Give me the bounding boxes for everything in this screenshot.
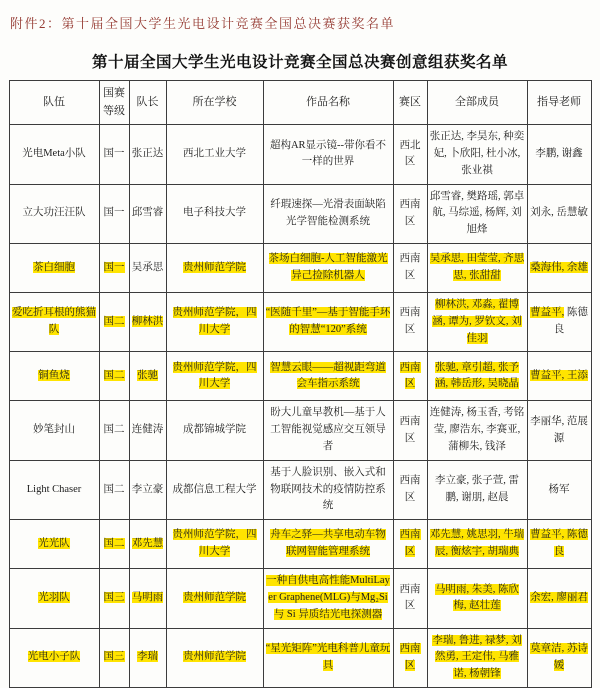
cell-captain [129,401,166,460]
awards-table-body [9,125,591,688]
cell-advisors [527,460,591,519]
cell-text: 基于人脸识别、嵌入式和物联网技术的疫情防控系统 [270,466,386,512]
highlighted-text: 贵州师范学院，四川大学 [172,529,257,558]
cell-advisors [527,628,591,687]
highlighted-text: 马明雨, 朱美, 陈欣梅, 赵壮莲 [435,583,519,612]
cell-national_level [99,352,129,401]
highlighted-text: 曹益平, [530,307,565,319]
column-header-national_level: 国赛等级 [99,81,129,125]
cell-text: 邱雪睿, 樊路瑶, 郭卓航, 马综遥, 杨辉, 刘旭烽 [429,190,525,236]
table-row [9,352,591,401]
cell-school [166,184,263,243]
highlighted-text: 茶场白细胞-人工智能激光异己捡除机器人 [268,253,388,281]
highlighted-text: 西南区 [399,529,421,558]
cell-text: 李立豪 [131,483,164,495]
cell-team [9,243,99,292]
cell-advisors [527,125,591,184]
cell-advisors [527,352,591,401]
cell-school [166,125,263,184]
cell-text: 纤瑕速探—光滑表面缺陷光学智能检测系统 [270,198,386,227]
table-row [9,184,591,243]
cell-text: 立大功汪汪队 [22,207,86,219]
cell-captain [129,628,166,687]
cell-team [9,569,99,628]
cell-work_title [263,125,393,184]
highlighted-text: 国二 [103,315,125,327]
cell-text: 盼大儿童早教机—基于人工智能视觉感应交互领导者 [270,407,386,452]
cell-work_title [263,628,393,687]
cell-text: 国二 [103,424,125,436]
highlighted-text: 莫章洁, 苏诗媛 [530,642,588,671]
cell-region [393,352,427,401]
cell-region [393,460,427,519]
cell-text: Light Chaser [26,483,82,495]
awards-table [9,80,592,688]
highlighted-text: 舟车之驿—共享电动车物联网智能管理系统 [270,529,386,558]
cell-members [427,520,527,569]
highlighted-text: 邓先慧 [131,537,164,549]
cell-text: 电子科技大学 [183,207,246,219]
highlighted-text: 李瑞 [137,651,158,663]
cell-region [393,125,427,184]
cell-work_title [263,569,393,628]
cell-members [427,125,527,184]
cell-work_title [263,243,393,292]
cell-national_level [99,628,129,687]
cell-national_level [99,460,129,519]
column-header-school: 所在学校 [166,81,263,125]
cell-members [427,352,527,401]
cell-members [427,243,527,292]
cell-members [427,184,527,243]
highlighted-text: 光光队 [38,537,70,549]
cell-region [393,184,427,243]
cell-school [166,628,263,687]
cell-text: 李丽华, 范展源 [530,415,588,444]
cell-members [427,569,527,628]
cell-work_title [263,460,393,519]
highlighted-text: 贵州师范学院，四川大学 [172,307,257,336]
cell-team [9,352,99,401]
highlighted-text: 张驰, 章引超, 张予涵, 韩岳形, 吴晓晶 [435,361,519,390]
table-title: 第十届全国大学生光电设计竞赛全国总决赛创意组获奖名单 [91,54,508,71]
cell-national_level [99,569,129,628]
highlighted-text: 曹益平, 陈德良 [530,529,588,558]
cell-text: 张正达, 李昊东, 种奕妃, 卜欣阳, 杜小冰, 张业祺 [429,131,525,176]
cell-text: 西南区 [399,307,421,336]
cell-team [9,520,99,569]
cell-advisors [527,292,591,351]
cell-captain [129,243,166,292]
highlighted-text: 国三 [103,591,125,603]
highlighted-text: 余宏, 廖丽君 [530,591,588,603]
cell-text: 西南区 [399,253,421,281]
cell-text: 西南区 [399,415,421,444]
table-row [9,628,591,687]
cell-text: 李立豪, 张子萱, 雷鹏, 谢朋, 赵晨 [435,475,519,503]
highlighted-text: 贵州师范学院，四川大学 [172,361,257,390]
cell-advisors [527,184,591,243]
cell-national_level [99,520,129,569]
cell-text: 西南区 [399,198,421,227]
cell-region [393,628,427,687]
cell-advisors [527,520,591,569]
cell-text: 张正达 [131,147,164,159]
table-row [9,292,591,351]
highlighted-text: 曹益平, 王添 [530,369,588,381]
highlighted-text: 贵州师范学院 [183,261,246,273]
cell-team [9,460,99,519]
table-row [9,401,591,460]
cell-school [166,520,263,569]
cell-members [427,292,527,351]
cell-school [166,401,263,460]
highlighted-text: 茶白细胞 [33,261,75,273]
cell-region [393,292,427,351]
cell-national_level [99,401,129,460]
column-header-region: 赛区 [393,81,427,125]
highlighted-text: 西南区 [399,642,421,671]
cell-work_title [263,352,393,401]
cell-text: 连健涛 [131,424,164,436]
cell-school [166,352,263,401]
highlighted-text: 西南区 [399,361,421,390]
cell-work_title [263,292,393,351]
cell-region [393,569,427,628]
cell-region [393,243,427,292]
table-row [9,520,591,569]
cell-team [9,292,99,351]
cell-text: 邱雪睿 [131,207,164,219]
highlighted-text: 贵州师范学院 [183,651,246,663]
cell-text: 光电Meta小队 [22,147,86,159]
cell-work_title [263,401,393,460]
cell-school [166,569,263,628]
cell-advisors [527,243,591,292]
cell-team [9,184,99,243]
highlighted-text: 智慧云眼——超视距弯道会车指示系统 [270,361,386,390]
cell-text: 国一 [103,207,125,219]
cell-work_title [263,184,393,243]
header-row [9,81,591,125]
cell-text: 国二 [103,483,125,495]
column-header-advisors: 指导老师 [527,81,591,125]
cell-text: 吴承思 [131,261,164,273]
cell-text: 超构AR显示镜--带你看不一样的世界 [269,139,387,168]
column-header-work_title: 作品名称 [263,81,393,125]
cell-members [427,628,527,687]
cell-team [9,125,99,184]
highlighted-text: 李瑞, 鲁进, 禄梦, 刘然勇, 王定伟, 马雅诺, 杨朝锋 [432,634,522,680]
table-row [9,243,591,292]
column-header-captain: 队长 [129,81,166,125]
highlighted-text: 柳林洪, 邓淼, 翟博涵, 谭为, 罗钦文, 刘佳羽 [432,298,522,344]
cell-text: 妙笔封山 [33,424,75,436]
cell-captain [129,292,166,351]
cell-captain [129,460,166,519]
cell-school [166,243,263,292]
cell-text: 成都锦城学院 [183,424,246,436]
highlighted-text: 爱吃折耳根的熊猫队 [12,307,96,336]
cell-text: 连健涛, 杨玉香, 考铭莹, 廖浩东, 李赛亚, 蒲柳朱, 钱泽 [429,407,525,452]
cell-captain [129,520,166,569]
highlighted-text: 铜鱼烧 [38,369,70,381]
highlighted-text: “医随千里”—基于智能手环的智慧“120”系统 [265,307,391,336]
highlighted-text: 邓先慧, 姚思羽, 牛瑞辰, 衡炫宇, 胡瑞典 [429,529,525,558]
cell-captain [129,184,166,243]
highlighted-text: 贵州师范学院 [183,591,246,603]
highlighted-text: 光羽队 [38,591,70,603]
cell-region [393,401,427,460]
cell-national_level [99,292,129,351]
cell-members [427,460,527,519]
cell-text: 李鹏, 谢鑫 [535,147,583,159]
highlighted-text: 吴承思, 田莹莹, 齐思思, 张甜甜 [429,253,525,281]
cell-captain [129,125,166,184]
cell-text: 国一 [103,147,125,159]
cell-text: 西南区 [399,583,421,612]
cell-text: 西北区 [399,139,421,168]
cell-national_level [99,184,129,243]
cell-advisors [527,401,591,460]
highlighted-text: 国二 [103,537,125,549]
highlighted-text: 光电小子队 [27,651,81,663]
attachment-title: 附件2：第十届全国大学生光电设计竞赛全国总决赛获奖名单 [10,16,396,31]
cell-advisors [527,569,591,628]
cell-team [9,401,99,460]
cell-school [166,460,263,519]
highlighted-text: 张驰 [137,369,158,381]
cell-members [427,401,527,460]
table-row [9,125,591,184]
cell-team [9,628,99,687]
table-row [9,460,591,519]
table-row [9,569,591,628]
cell-national_level [99,125,129,184]
cell-text: 西北工业大学 [183,147,246,159]
cell-captain [129,569,166,628]
highlighted-text: 国三 [103,651,125,663]
highlighted-text: 马明雨 [131,591,164,603]
highlighted-text: 柳林洪 [131,315,164,327]
cell-text: 成都信息工程大学 [172,483,257,495]
highlighted-text: 国一 [103,261,125,273]
column-header-members: 全部成员 [427,81,527,125]
highlighted-text: 桑海伟, 余雄 [530,261,588,273]
cell-text: 陈德良 [553,307,588,336]
cell-text: 西南区 [399,475,421,503]
highlighted-text: 一种自供电高性能MultiLayer Graphene(MLG)与Mg₂Si 与 Si 异质结光电探测器 [266,575,390,620]
cell-work_title [263,520,393,569]
cell-region [393,520,427,569]
highlighted-text: “星光矩阵”光电科普儿童玩具 [265,642,391,671]
cell-school [166,292,263,351]
cell-captain [129,352,166,401]
cell-text: 刘永, 岳慧敏 [530,207,588,219]
cell-national_level [99,243,129,292]
highlighted-text: 国二 [103,369,125,381]
column-header-team: 队伍 [9,81,99,125]
cell-text: 杨军 [548,483,570,495]
